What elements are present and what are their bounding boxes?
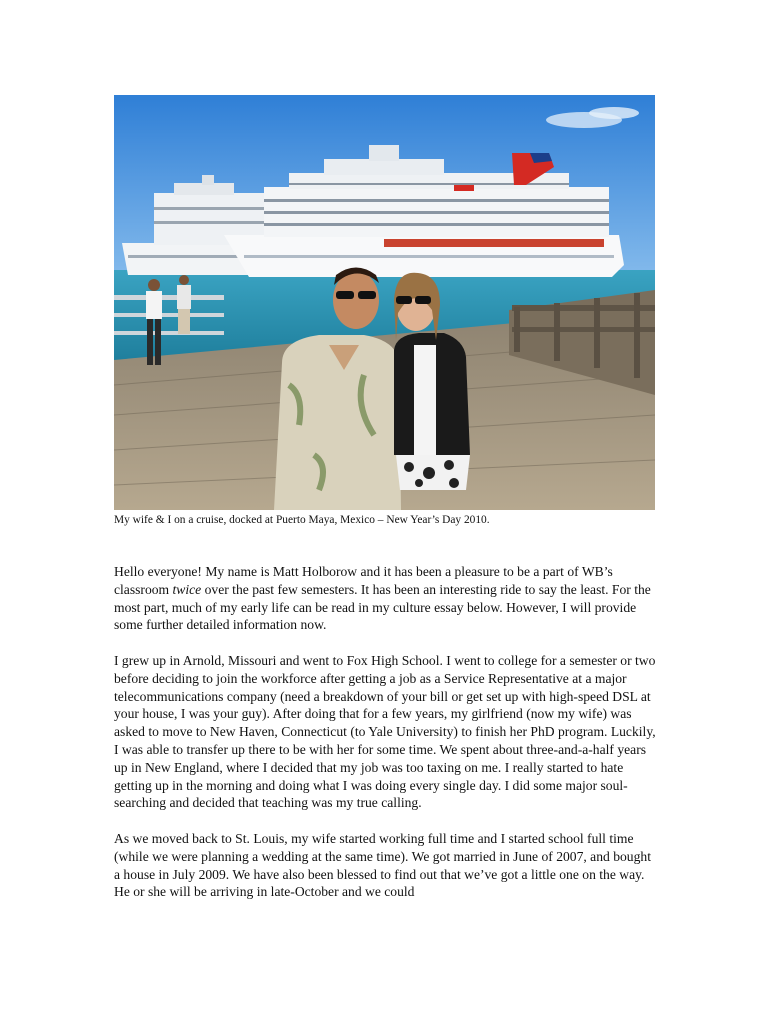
paragraph-intro-before: Hello everyone! My name is Matt Holborow and it has been a pleasure to be a part of WB’s classroom: [114, 564, 613, 597]
cruise-photo: [114, 95, 655, 510]
paragraph-intro-after: over the past few semesters. It has been an interesting ride to say the least. For the most part, much of my early life can be read in my culture essay below. However, I will provide some further detailed information now.: [114, 581, 651, 633]
cruise-photo-illustration: [114, 95, 655, 510]
body-text: [114, 563, 659, 919]
emphasis-twice: twice: [172, 581, 202, 597]
paragraph-return: As we moved back to St. Louis, my wife started working full time and I started school full time (while we were planning a wedding at the same time). We got married in June of 2007, and bought a house in July 2009. We have also been blessed to find out that we’ve got a little one on the way. He or she will be arriving in late-October and we could: [114, 830, 651, 900]
paragraph-intro: [114, 563, 659, 634]
paragraph-background: I grew up in Arnold, Missouri and went to Fox High School. I went to college for a semester or two before deciding to join the workforce after getting a job as a Service Representative at a major telecommunications company (need a breakdown of your bill or get set up with high-speed DSL at your house, I was your guy). After doing that for a few years, my girlfriend (now my wife) was asked to move to New Haven, Connecticut (to Yale University) to finish her PhD program. Luckily, I was able to transfer up there to be with her for some time. We spent about three-and-a-half years up in New England, where I decided that my job was too taxing on me. I really started to hate getting up in the morning and doing what I was doing every single day. I did some major soul-searching and decided that teaching was my true calling.: [114, 652, 656, 811]
photo-caption: My wife & I on a cruise, docked at Puerto Maya, Mexico – New Year’s Day 2010.: [114, 514, 490, 526]
